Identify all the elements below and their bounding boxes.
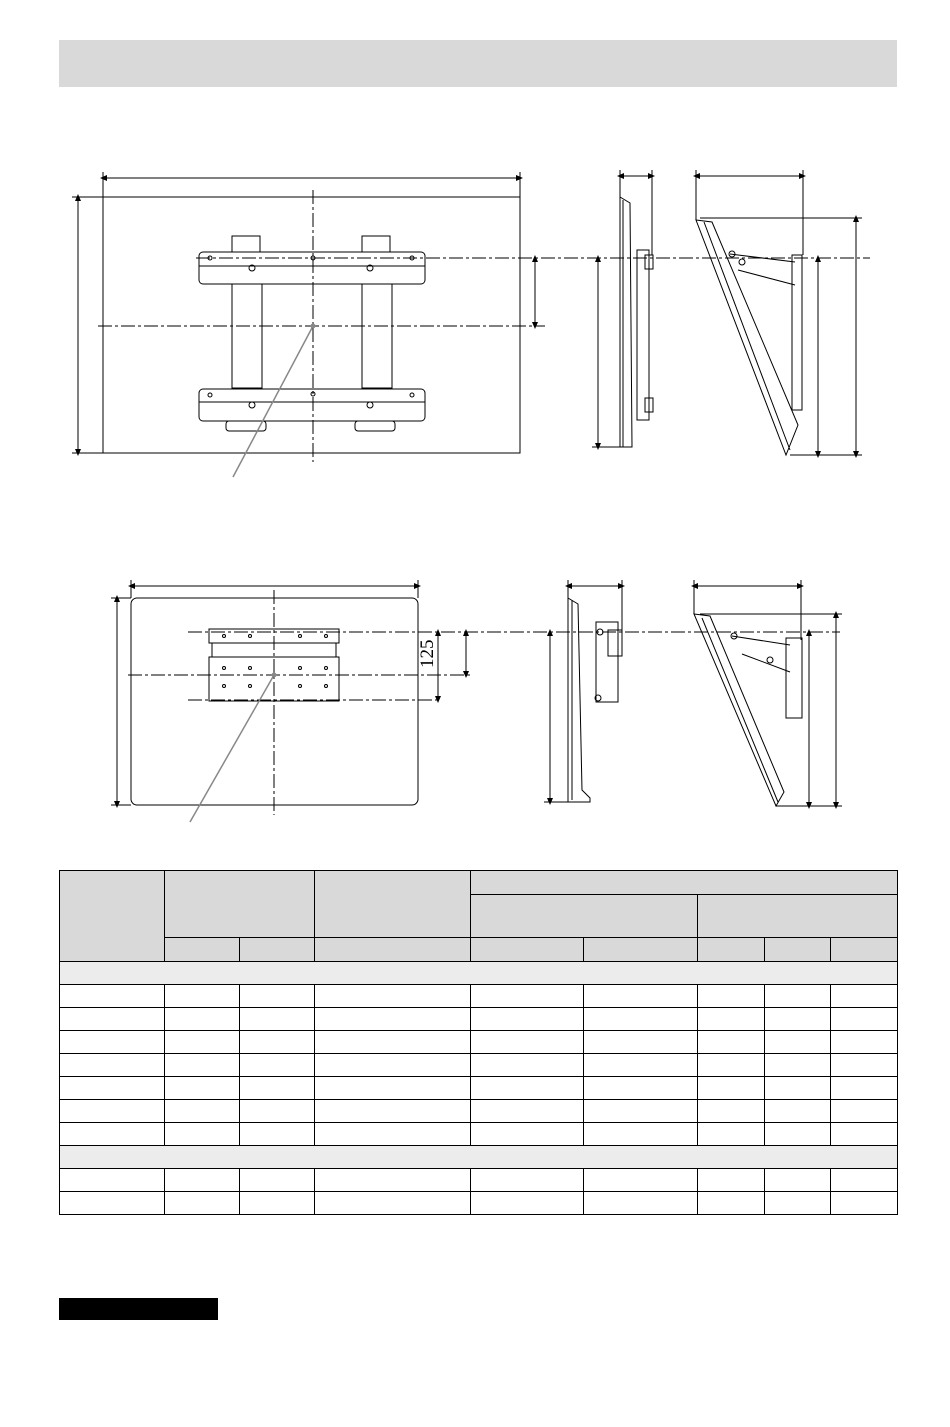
table-row xyxy=(60,985,898,1008)
table-row xyxy=(60,1192,898,1215)
table-row xyxy=(60,1054,898,1077)
table-header-row-1 xyxy=(60,871,898,895)
side-view-tilted-large xyxy=(696,170,862,455)
table-row xyxy=(60,1077,898,1100)
table-row xyxy=(60,1031,898,1054)
dimension-label-125: 125 xyxy=(417,639,438,668)
table-header-row-3 xyxy=(60,938,898,962)
leader-line-bottom xyxy=(190,675,274,822)
side-view-tilted-small xyxy=(694,580,842,806)
note-label-bar xyxy=(59,1298,218,1320)
table-row xyxy=(60,1123,898,1146)
table-section-row xyxy=(60,1146,898,1169)
front-view-small xyxy=(111,580,840,815)
table-row xyxy=(60,1100,898,1123)
dimension-spec-table xyxy=(59,870,898,1215)
side-view-flush-small xyxy=(544,580,622,802)
table-section-row xyxy=(60,962,898,985)
table-row xyxy=(60,1008,898,1031)
table-row xyxy=(60,1169,898,1192)
front-view-large xyxy=(72,172,870,462)
side-view-flush-large xyxy=(592,170,653,447)
